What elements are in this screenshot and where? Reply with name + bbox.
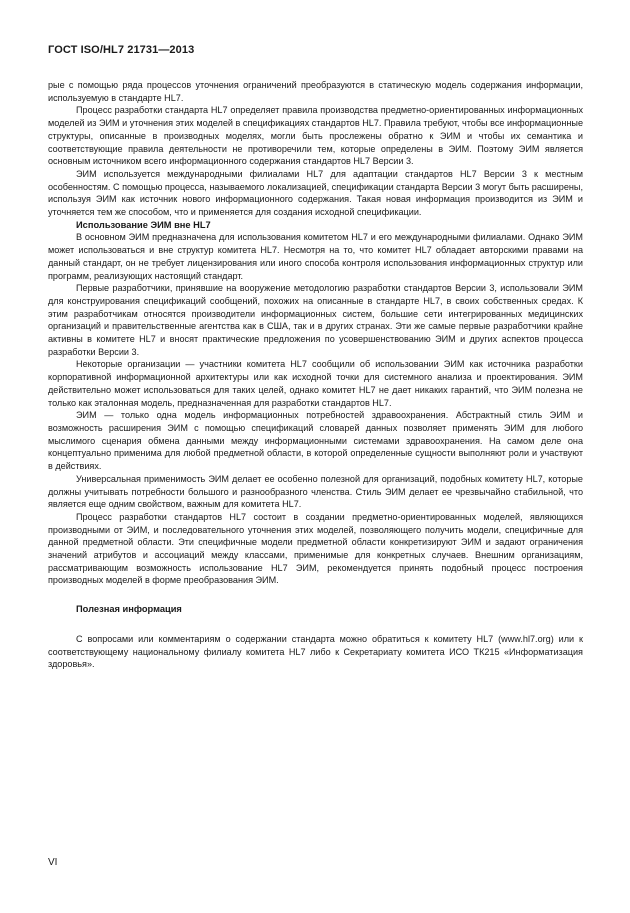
- paragraph: Процесс разработки стандартов HL7 состоит в создании предметно-ориентированных моделей, являющихся производными от ЭИМ, и последовательного уточнения этих моделей, позволяющего получить модели, специфичные для данной предметной области. Эти специфичные модели предметной области конкретизируют ЭИМ и задают ограничения значений атрибутов и ассоциаций между классами, применимые для конкретных случаев. Внешним организациям, рассматривающим возможность использование HL7 ЭИМ, рекомендуется принять подобный процесс построения производных моделей в форме преобразования ЭИМ.: [48, 511, 583, 586]
- paragraph: Некоторые организации — участники комитета HL7 сообщили об использовании ЭИМ как источника разработки корпоративной информационной архитектуры или как исходной точки для системного анализа и проектирования. ЭИМ действительно может использоваться для таких целей, однако комитет HL7 не дает никаких гарантий, что ЭИМ полезна не только как эталонная модель, предназначенная для разработки стандартов HL7.: [48, 359, 583, 408]
- paragraph: Процесс разработки стандарта HL7 определяет правила производства предметно-ориентированных информационных моделей из ЭИМ и уточнения этих моделей в спецификациях стандартов HL7. Правила требуют, чтобы все информационные структуры, описанные в производных моделях, могли быть прослежены обратно к ЭИМ и чтобы их семантика и соответствующие правила деятельности не противоречили тем, которые определены в ЭИМ. Поэтому ЭИМ является основным источником всего информационного содержания стандартов HL7 Версии 3.: [48, 105, 583, 167]
- section-heading: Использование ЭИМ вне HL7: [76, 219, 211, 230]
- paragraph: С вопросами или комментариям о содержании стандарта можно обратиться к комитету HL7 (www.hl7.org) или к соответствующему национальному филиалу комитета HL7 либо к Секретариату комитета ИСО ТК215 «Информатизация здоровья».: [48, 633, 583, 670]
- paragraph: Универсальная применимость ЭИМ делает ее особенно полезной для организаций, подобных комитету HL7, которые должны учитывать потребности большого и разнообразного членства. Стиль ЭИМ делает ее чрезвычайно стабильной, что является еще одним свойством, важным для комитета HL7.: [48, 473, 583, 510]
- paragraph: В основном ЭИМ предназначена для использования комитетом HL7 и его международными филиалами. Однако ЭИМ может использоваться и вне структур комитета HL7. Несмотря на то, что комитет HL7 обладает авторскими правами на данный стандарт, он не требует лицензирования или иного способа контроля использования информационных структур или программ, реализующих настоящий стандарт.: [48, 232, 583, 281]
- paragraph-continuation: рые с помощью ряда процессов уточнения ограничений преобразуются в статическую модель содержания информации, используемую в стандарте HL7.: [48, 80, 583, 103]
- section-heading: Полезная информация: [76, 604, 182, 615]
- paragraph: ЭИМ — только одна модель информационных потребностей здравоохранения. Абстрактный стиль ЭИМ и возможность расширения ЭИМ с помощью спецификаций словарей данных позволяет применять ЭИМ для любого мыслимого сценария обмена данными между информационными системами здравоохранения. На самом деле она концептуально применима для любой предметной области, в которой определенные сущности выполняют роли и участвуют в действиях.: [48, 410, 583, 472]
- document-header: ГОСТ ISO/HL7 21731—2013: [48, 44, 195, 56]
- paragraph: ЭИМ используется международными филиалами HL7 для адаптации стандартов HL7 Версии 3 к местным особенностям. С помощью процесса, называемого локализацией, спецификации стандарта Версии 3 могут быть расширены, используя ЭИМ как источник нового информационного содержания. Такая новая информация производится из ЭИМ и уточняется тем же способом, что и применяется для создания исходной спецификации.: [48, 168, 583, 218]
- document-body: [48, 79, 583, 671]
- paragraph: Первые разработчики, принявшие на вооружение методологию разработки стандартов Версии 3, использовали ЭИМ для конструирования спецификаций сообщений, похожих на описанные в стандарте HL7, в своих собственных средах. К этим разработчикам относятся производители информационных систем, большие сети интегрированных медицинских организаций и правительственные агентства как в США, так и в других странах. Эти же самые первые разработчики крайне активны в комитете HL7 и вносят практические предложения по усовершенствованию ЭИМ и других аспектов процесса разработки Версии 3.: [48, 283, 583, 357]
- page-number: VI: [48, 857, 58, 868]
